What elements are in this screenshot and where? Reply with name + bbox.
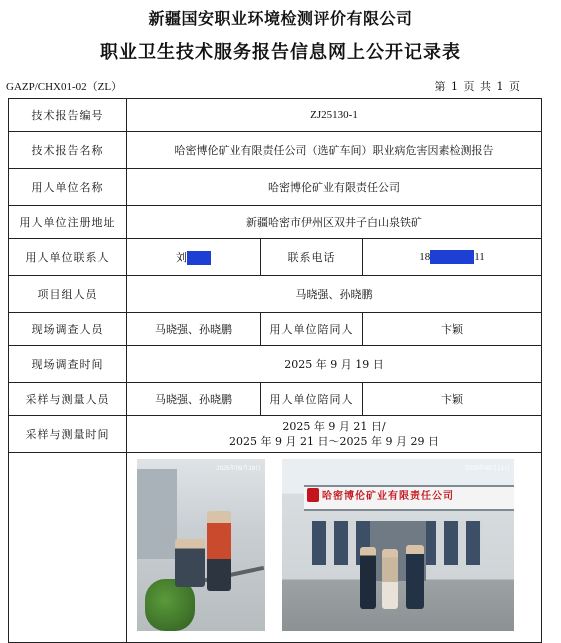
photo2-person-3	[406, 545, 424, 609]
label-accompany2: 用人单位陪同人	[261, 383, 363, 416]
row-sampling-time	[9, 416, 542, 453]
form-code: GAZP/CHX01-02（ZL）	[6, 81, 123, 93]
value-survey-staff: 马晓强、孙晓鹏	[127, 313, 261, 346]
label-team: 项目组人员	[9, 276, 127, 313]
value-report-no: ZJ25130-1	[127, 99, 542, 132]
phone-redaction	[430, 250, 474, 264]
contact-prefix: 刘	[176, 250, 187, 264]
photo1-timestamp: 2025年09月19日	[216, 466, 261, 472]
photo1-wall-panel	[137, 469, 177, 559]
label-sampling-staff: 采样与测量人员	[9, 383, 127, 416]
label-accompany: 用人单位陪同人	[261, 313, 363, 346]
value-employer: 哈密博伦矿业有限责任公司	[127, 169, 542, 206]
row-contact	[9, 239, 542, 276]
phone-suffix: 11	[474, 250, 485, 263]
row-report-name	[9, 132, 542, 169]
label-phone: 联系电话	[261, 239, 363, 276]
value-contact	[127, 239, 261, 276]
row-sampling-staff	[9, 383, 542, 416]
photo1-worker-standing	[207, 511, 231, 591]
photo1-worker-crouching	[175, 539, 205, 587]
value-team: 马晓强、孙晓鹏	[127, 276, 542, 313]
value-address: 新疆哈密市伊州区双井子白山泉铁矿	[127, 206, 542, 239]
company-logo-icon	[307, 488, 319, 502]
phone-prefix: 18	[419, 250, 431, 263]
photo2-person-1	[360, 547, 376, 609]
label-report-name: 技术报告名称	[9, 132, 127, 169]
row-employer	[9, 169, 542, 206]
row-team	[9, 276, 542, 313]
sampling-time-line2: 2025 年 9 月 21 日～2025 年 9 月 29 日	[229, 435, 439, 448]
document-title: 职业卫生技术服务报告信息网上公开记录表	[100, 42, 461, 63]
photo2-person-2	[382, 549, 398, 609]
value-survey-time: 2025 年 9 月 19 日	[127, 346, 542, 383]
label-report-no: 技术报告编号	[9, 99, 127, 132]
row-survey-time	[9, 346, 542, 383]
label-address: 用人单位注册地址	[9, 206, 127, 239]
value-accompany2: 卞颖	[363, 383, 542, 416]
row-survey-staff	[9, 313, 542, 346]
label-survey-time: 现场调查时间	[9, 346, 127, 383]
row-photos	[9, 453, 542, 643]
label-employer: 用人单位名称	[9, 169, 127, 206]
row-report-no	[9, 99, 542, 132]
sampling-time-line1: 2025 年 9 月 21 日/	[282, 420, 386, 433]
record-table	[8, 98, 542, 643]
value-accompany: 卞颖	[363, 313, 542, 346]
photo-sampling-site	[137, 459, 265, 631]
label-survey-staff: 现场调查人员	[9, 313, 127, 346]
page-info: 第 1 页 共 1 页	[434, 80, 521, 93]
value-sampling-staff: 马晓强、孙晓鹏	[127, 383, 261, 416]
photo-company-building	[282, 459, 514, 631]
row-address	[9, 206, 542, 239]
value-sampling-time	[127, 416, 542, 453]
photo2-timestamp: 2025年09月21日	[465, 466, 510, 472]
value-report-name: 哈密博伦矿业有限责任公司（选矿车间）职业病危害因素检测报告	[127, 132, 542, 169]
value-phone	[363, 239, 542, 276]
label-contact: 用人单位联系人	[9, 239, 127, 276]
contact-redaction	[187, 251, 211, 265]
photo2-sign-text: 哈密博伦矿业有限责任公司	[322, 491, 454, 502]
photo-cell	[127, 453, 542, 643]
photo-blank-cell	[9, 453, 127, 643]
company-name: 新疆国安职业环境检测评价有限公司	[148, 9, 413, 28]
label-sampling-time: 采样与测量时间	[9, 416, 127, 453]
